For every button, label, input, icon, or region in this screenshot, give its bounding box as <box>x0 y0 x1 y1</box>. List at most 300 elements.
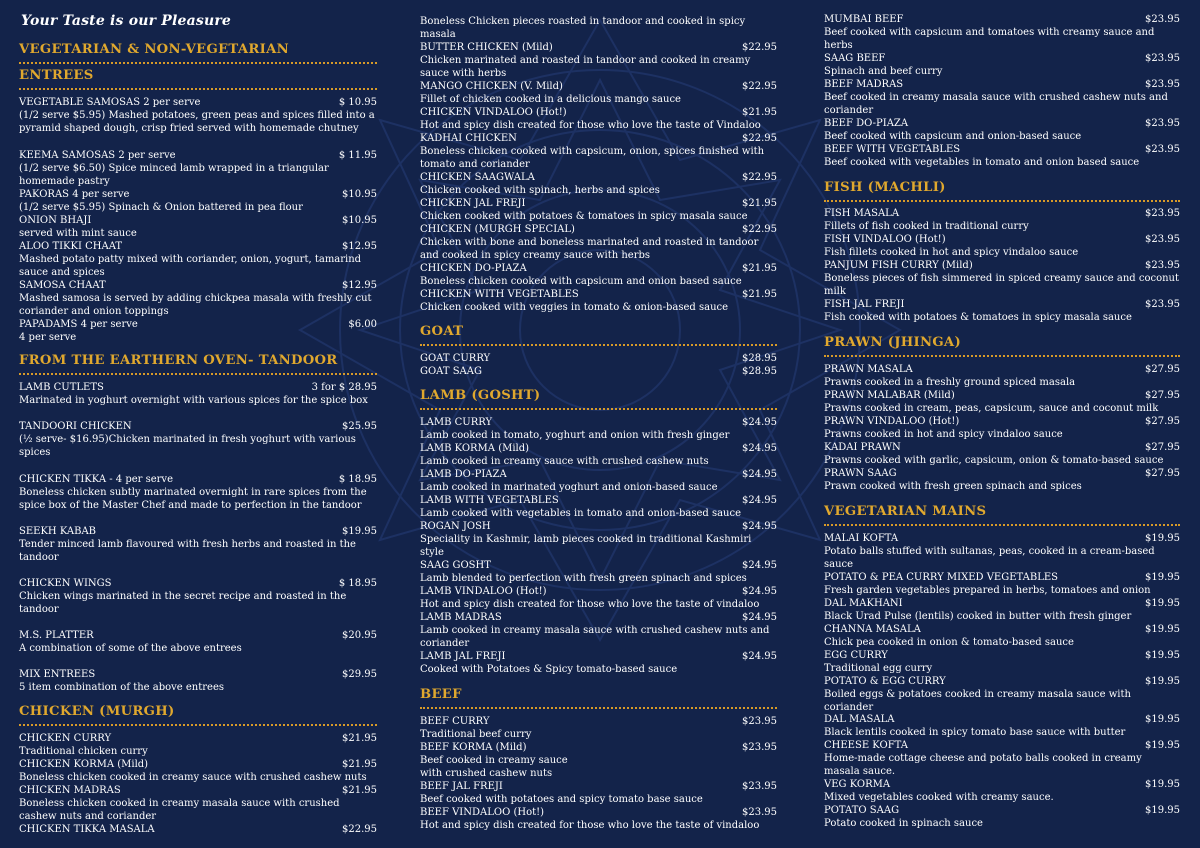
menu-item-description: Hot and spicy dish created for those who love the taste of vindaloo <box>420 820 760 831</box>
menu-item-row <box>824 713 1180 726</box>
menu-item-price: $6.00 <box>348 319 377 330</box>
menu-item <box>420 41 777 80</box>
section-divider <box>420 408 777 410</box>
menu-item <box>420 106 777 132</box>
menu-item-name: CHICKEN WITH VEGETABLES <box>420 289 579 300</box>
menu-item-price: $24.95 <box>742 586 777 597</box>
menu-item <box>420 15 777 41</box>
menu-item-name: DAL MASALA <box>824 714 895 725</box>
menu-item <box>19 420 377 459</box>
menu-item <box>19 279 377 318</box>
menu-item-row <box>420 197 777 210</box>
menu-item <box>824 713 1180 739</box>
menu-item-row <box>824 441 1180 454</box>
menu-item-name: CHICKEN TIKKA MASALA <box>19 824 155 835</box>
menu-item-row <box>824 532 1180 545</box>
menu-item-description: Tender minced lamb flavoured with fresh herbs and roasted in the tandoor <box>19 539 356 563</box>
menu-item-description: Hot and spicy dish created for those who love the taste of Vindaloo <box>420 120 761 131</box>
menu-item-row <box>420 132 777 145</box>
menu-item <box>19 188 377 214</box>
menu-item-row <box>824 675 1180 688</box>
menu-item-name: CHICKEN JAL FREJI <box>420 198 526 209</box>
menu-item-description: Speciality in Kashmir, lamb pieces cooked in traditional Kashmiri style <box>420 534 752 558</box>
menu-item-price: $ 18.95 <box>338 474 377 485</box>
menu-item <box>824 571 1180 597</box>
menu-item-name: PANJUM FISH CURRY (Mild) <box>824 260 973 271</box>
menu-item <box>824 467 1180 493</box>
menu-item-name: PAPADAMS 4 per serve <box>19 319 138 330</box>
menu-item-description: Prawns cooked with garlic, capsicum, onion & tomato-based sauce <box>824 455 1164 466</box>
section-heading: CHICKEN (MURGH) <box>19 704 175 719</box>
menu-item-name: LAMB DO-PIAZA <box>420 469 507 480</box>
menu-item <box>420 416 777 442</box>
menu-item-description: Mashed potato patty mixed with coriander, onion, yogurt, tamarind sauce and spices <box>19 254 362 278</box>
menu-item-description: Marinated in yoghurt overnight with various spices for the spice box <box>19 395 368 406</box>
menu-item <box>19 318 377 344</box>
menu-item-price: $27.95 <box>1145 468 1180 479</box>
menu-item <box>824 117 1180 143</box>
menu-item-price: $23.95 <box>1145 53 1180 64</box>
menu-item-price: $22.95 <box>742 42 777 53</box>
menu-item-description: Beef cooked with capsicum and tomatoes with creamy sauce and herbs <box>824 27 1155 51</box>
menu-item-description: Potato cooked in spinach sauce <box>824 818 983 829</box>
menu-item-name: LAMB KORMA (Mild) <box>420 443 530 454</box>
menu-item-name: ROGAN JOSH <box>420 521 491 532</box>
menu-item-name: M.S. PLATTER <box>19 630 94 641</box>
tagline: Your Taste is our Pleasure <box>21 13 232 29</box>
menu-item-name: FISH JAL FREJI <box>824 299 905 310</box>
menu-item <box>420 585 777 611</box>
menu-item <box>420 132 777 171</box>
menu-item-price: $12.95 <box>342 241 377 252</box>
menu-item-name: GOAT SAAG <box>420 366 482 377</box>
menu-item <box>19 629 377 655</box>
menu-item-row <box>19 577 377 590</box>
menu-item-row <box>824 13 1180 26</box>
menu-item-row <box>824 623 1180 636</box>
menu-item-row <box>824 804 1180 817</box>
menu-item <box>824 739 1180 778</box>
menu-item-description: Traditional chicken curry <box>19 746 148 757</box>
menu-item-name: SAAG BEEF <box>824 53 886 64</box>
section-divider <box>824 524 1180 526</box>
menu-item-row <box>420 442 777 455</box>
menu-item <box>19 214 377 240</box>
menu-item-row <box>420 262 777 275</box>
menu-item-description: Traditional beef curry <box>420 729 532 740</box>
menu-item <box>824 389 1180 415</box>
menu-item-row <box>420 494 777 507</box>
menu-item-description: Potato balls stuffed with sultanas, peas, cooked in a cream-based sauce <box>824 546 1155 570</box>
section-heading: PRAWN (JHINGA) <box>824 335 962 350</box>
menu-item <box>420 494 777 520</box>
menu-item-row <box>19 823 377 836</box>
section-heading: BEEF <box>420 687 462 702</box>
menu-item-price: $23.95 <box>1145 14 1180 25</box>
menu-item-name: CHICKEN MADRAS <box>19 785 121 796</box>
menu-item-row <box>824 389 1180 402</box>
menu-item-row <box>19 149 377 162</box>
menu-item <box>824 207 1180 233</box>
menu-item-description: Fresh garden vegetables prepared in herbs, tomatoes and onion <box>824 585 1151 596</box>
menu-item-description: served with mint sauce <box>19 228 137 239</box>
menu-item-price: $24.95 <box>742 417 777 428</box>
menu-item-name: LAMB JAL FREJI <box>420 651 506 662</box>
section-heading: LAMB (GOSHT) <box>420 388 541 403</box>
menu-item-price: $23.95 <box>742 716 777 727</box>
menu-item-description: Chicken wings marinated in the secret recipe and roasted in the tandoor <box>19 591 347 615</box>
menu-item-description: Boneless Chicken pieces roasted in tandoor and cooked in spicy masala <box>420 16 746 40</box>
menu-item-row <box>19 381 377 394</box>
menu-item-name: LAMB WITH VEGETABLES <box>420 495 559 506</box>
menu-item-row <box>19 758 377 771</box>
menu-item-row <box>824 597 1180 610</box>
menu-item-name: EGG CURRY <box>824 650 888 661</box>
menu-item <box>420 468 777 494</box>
menu-item-description: (1/2 serve $5.95) Mashed potatoes, green peas and spices filled into a pyramid shaped dough, crisp fried served with homemade chutney <box>19 110 375 134</box>
menu-item-row <box>420 715 777 728</box>
menu-item <box>420 80 777 106</box>
section-heading: FROM THE EARTHERN OVEN- TANDOOR <box>19 353 338 368</box>
menu-item-description: Boneless chicken subtly marinated overnight in rare spices from the spice box of the Master Chef and made to perfection in the tandoor <box>19 487 367 511</box>
menu-item-description: Hot and spicy dish created for those who love the taste of vindaloo <box>420 599 760 610</box>
menu-item <box>420 741 777 780</box>
menu-item <box>420 806 777 832</box>
menu-item-price: $23.95 <box>742 807 777 818</box>
menu-item-price: $23.95 <box>1145 144 1180 155</box>
menu-item-price: $27.95 <box>1145 364 1180 375</box>
menu-item <box>420 288 777 314</box>
menu-item-name: POTATO SAAG <box>824 805 900 816</box>
menu-item-name: SEEKH KABAB <box>19 526 97 537</box>
section-heading: FISH (MACHLI) <box>824 180 946 195</box>
menu-item-description: Lamb cooked in creamy masala sauce with crushed cashew nuts and coriander <box>420 625 770 649</box>
menu-item-description: Prawns cooked in cream, peas, capsicum, sauce and coconut milk <box>824 403 1159 414</box>
menu-item-row <box>824 78 1180 91</box>
main-title: VEGETARIAN & NON-VEGETARIAN <box>19 42 289 57</box>
menu-item-name: CHICKEN SAAGWALA <box>420 172 535 183</box>
menu-item-name: VEGETABLE SAMOSAS 2 per serve <box>19 97 201 108</box>
menu-item-description: Lamb cooked with vegetables in tomato and onion-based sauce <box>420 508 742 519</box>
menu-item <box>19 240 377 279</box>
menu-item <box>19 381 377 407</box>
menu-item-price: $19.95 <box>1145 572 1180 583</box>
menu-item-description: Beef cooked in creamy sauce with crushed cashew nuts <box>420 755 568 779</box>
menu-item <box>420 262 777 288</box>
menu-item-description: Beef cooked in creamy masala sauce with crushed cashew nuts and coriander <box>824 92 1168 116</box>
menu-item-name: CHICKEN KORMA (Mild) <box>19 759 149 770</box>
menu-item <box>420 559 777 585</box>
menu-item-price: $21.95 <box>342 733 377 744</box>
menu-item-description: Home-made cottage cheese and potato balls cooked in creamy masala sauce. <box>824 753 1142 777</box>
menu-item <box>824 649 1180 675</box>
menu-item-name: CHICKEN CURRY <box>19 733 112 744</box>
menu-item-row <box>420 106 777 119</box>
menu-item-description: Mashed samosa is served by adding chickpea masala with freshly cut coriander and onion toppings <box>19 293 372 317</box>
menu-item-price: $27.95 <box>1145 390 1180 401</box>
menu-item <box>19 668 377 694</box>
menu-item-price: $20.95 <box>342 630 377 641</box>
menu-item-row <box>420 741 777 754</box>
menu-item-row <box>824 363 1180 376</box>
menu-item-name: BEEF DO-PIAZA <box>824 118 909 129</box>
menu-item-name: BEEF JAL FREJI <box>420 781 503 792</box>
menu-item-name: GOAT CURRY <box>420 353 491 364</box>
menu-item-description: Beef cooked with capsicum and onion-based sauce <box>824 131 1082 142</box>
menu-item-name: LAMB CURRY <box>420 417 493 428</box>
menu-item <box>19 732 377 758</box>
menu-item-row <box>824 415 1180 428</box>
menu-item <box>824 623 1180 649</box>
menu-item-name: PRAWN VINDALOO (Hot!) <box>824 416 960 427</box>
menu-item-row <box>420 171 777 184</box>
menu-item-description: Fillet of chicken cooked in a delicious mango sauce <box>420 94 681 105</box>
menu-item-name: BEEF CURRY <box>420 716 490 727</box>
menu-item <box>824 532 1180 571</box>
menu-item <box>824 52 1180 78</box>
menu-item-price: $19.95 <box>342 526 377 537</box>
menu-item-description: Cooked with Potatoes & Spicy tomato-based sauce <box>420 664 678 675</box>
section-heading: GOAT <box>420 324 464 339</box>
menu-item-description: Chick pea cooked in onion & tomato-based sauce <box>824 637 1074 648</box>
menu-item <box>824 804 1180 830</box>
menu-item-name: PAKORAS 4 per serve <box>19 189 130 200</box>
menu-item-description: Traditional egg curry <box>824 663 933 674</box>
menu-item-price: $23.95 <box>742 742 777 753</box>
menu-item-description: Lamb blended to perfection with fresh green spinach and spices <box>420 573 747 584</box>
menu-item-name: BUTTER CHICKEN (Mild) <box>420 42 553 53</box>
section-divider <box>19 724 377 726</box>
menu-item-row <box>19 784 377 797</box>
menu-item-name: PRAWN SAAG <box>824 468 897 479</box>
menu-item-price: $21.95 <box>342 785 377 796</box>
menu-item-price: $25.95 <box>342 421 377 432</box>
menu-item-name: BEEF VINDALOO (Hot!) <box>420 807 545 818</box>
menu-item-description: (½ serve- $16.95)Chicken marinated in fresh yoghurt with various spices <box>19 434 356 458</box>
menu-item-description: Mixed vegetables cooked with creamy sauce. <box>824 792 1054 803</box>
menu-item-name: DAL MAKHANI <box>824 598 903 609</box>
menu-item <box>420 611 777 650</box>
menu-item-description: Prawns cooked in a freshly ground spiced masala <box>824 377 1076 388</box>
menu-item-row <box>824 52 1180 65</box>
menu-item-row <box>19 668 377 681</box>
menu-item-name: LAMB CUTLETS <box>19 382 104 393</box>
menu-item-row <box>420 352 777 365</box>
menu-item-name: KADHAI CHICKEN <box>420 133 517 144</box>
menu-item <box>420 650 777 676</box>
menu-item-description: Fish fillets cooked in hot and spicy vindaloo sauce <box>824 247 1079 258</box>
menu-item <box>824 78 1180 117</box>
menu-item-row <box>824 778 1180 791</box>
menu-item-price: $19.95 <box>1145 650 1180 661</box>
menu-item-row <box>420 365 777 378</box>
menu-item <box>824 675 1180 714</box>
menu-item-description: 5 item combination of the above entrees <box>19 682 225 693</box>
menu-item-price: $23.95 <box>1145 118 1180 129</box>
menu-item-price: $19.95 <box>1145 740 1180 751</box>
menu-item-price: $22.95 <box>742 224 777 235</box>
menu-item <box>420 223 777 262</box>
menu-item-row <box>824 739 1180 752</box>
menu-item-row <box>420 288 777 301</box>
menu-item-price: $29.95 <box>342 669 377 680</box>
menu-item-price: $28.95 <box>742 353 777 364</box>
menu-item-row <box>19 629 377 642</box>
menu-item-row <box>420 650 777 663</box>
menu-item-name: CHICKEN TIKKA - 4 per serve <box>19 474 174 485</box>
menu-item-name: CHICKEN (MURGH SPECIAL) <box>420 224 575 235</box>
menu-item <box>824 415 1180 441</box>
menu-item-description: Fish cooked with potatoes & tomatoes in spicy masala sauce <box>824 312 1132 323</box>
section-divider <box>824 355 1180 357</box>
menu-item-name: CHEESE KOFTA <box>824 740 908 751</box>
menu-item <box>420 442 777 468</box>
menu-item-name: ONION BHAJI <box>19 215 92 226</box>
menu-item <box>824 259 1180 298</box>
menu-item-price: $24.95 <box>742 521 777 532</box>
menu-item-row <box>19 525 377 538</box>
menu-item-price: $19.95 <box>1145 805 1180 816</box>
menu-item-row <box>19 214 377 227</box>
menu-item-name: CHANNA MASALA <box>824 624 921 635</box>
menu-item-description: Boiled eggs & potatoes cooked in creamy masala sauce with coriander <box>824 689 1131 713</box>
menu-item-name: CHICKEN DO-PIAZA <box>420 263 527 274</box>
menu-item-price: $24.95 <box>742 651 777 662</box>
menu-item-description: Lamb cooked in creamy sauce with crushed cashew nuts <box>420 456 709 467</box>
menu-item-price: $23.95 <box>742 781 777 792</box>
menu-item-price: 3 for $ 28.95 <box>311 382 377 393</box>
menu-item-description: Spinach and beef curry <box>824 66 943 77</box>
menu-item-name: BEEF KORMA (Mild) <box>420 742 527 753</box>
menu-item-price: $10.95 <box>342 189 377 200</box>
menu-item-description: Beef cooked with vegetables in tomato and onion based sauce <box>824 157 1140 168</box>
menu-item-description: Lamb cooked in tomato, yoghurt and onion with fresh ginger <box>420 430 730 441</box>
menu-item-name: MALAI KOFTA <box>824 533 899 544</box>
menu-item <box>420 780 777 806</box>
menu-item-description: Chicken cooked with spinach, herbs and spices <box>420 185 660 196</box>
menu-item-price: $28.95 <box>742 366 777 377</box>
menu-item <box>824 298 1180 324</box>
menu-item <box>420 715 777 741</box>
menu-item-description: Chicken marinated and roasted in tandoor and cooked in creamy sauce with herbs <box>420 55 751 79</box>
menu-item-name: CHICKEN WINGS <box>19 578 112 589</box>
menu-item-description: Boneless chicken cooked in creamy sauce with crushed cashew nuts <box>19 772 367 783</box>
section-divider <box>420 344 777 346</box>
menu-item-row <box>19 318 377 331</box>
menu-item-name: VEG KORMA <box>824 779 891 790</box>
menu-item-row <box>420 223 777 236</box>
menu-item-name: TANDOORI CHICKEN <box>19 421 132 432</box>
menu-item-name: BEEF WITH VEGETABLES <box>824 144 961 155</box>
menu-item-price: $23.95 <box>1145 234 1180 245</box>
menu-item-row <box>824 298 1180 311</box>
menu-item-price: $19.95 <box>1145 714 1180 725</box>
menu-item-row <box>824 233 1180 246</box>
menu-item <box>420 520 777 559</box>
menu-item-row <box>19 473 377 486</box>
menu-item-price: $19.95 <box>1145 779 1180 790</box>
menu-item-row <box>19 279 377 292</box>
menu-item-row <box>824 649 1180 662</box>
menu-item-name: LAMB VINDALOO (Hot!) <box>420 586 547 597</box>
menu-item-price: $27.95 <box>1145 416 1180 427</box>
menu-item-row <box>420 416 777 429</box>
menu-item-price: $27.95 <box>1145 442 1180 453</box>
menu-item-description: Chicken cooked with potatoes & tomatoes in spicy masala sauce <box>420 211 748 222</box>
menu-item-row <box>824 143 1180 156</box>
menu-item-description: Prawns cooked in hot and spicy vindaloo sauce <box>824 429 1063 440</box>
menu-item-row <box>420 468 777 481</box>
menu-item <box>420 352 777 365</box>
menu-item-row <box>824 259 1180 272</box>
menu-item-name: PRAWN MASALA <box>824 364 913 375</box>
menu-item-description: (1/2 serve $5.95) Spinach & Onion battered in pea flour <box>19 202 303 213</box>
menu-item <box>19 823 377 836</box>
menu-item-price: $12.95 <box>342 280 377 291</box>
section-heading: ENTREES <box>19 68 94 83</box>
menu-item <box>19 473 377 512</box>
menu-item-row <box>420 559 777 572</box>
section-divider <box>19 373 377 375</box>
menu-item-row <box>824 571 1180 584</box>
menu-item-price: $23.95 <box>1145 260 1180 271</box>
menu-item-description: Lamb cooked in marinated yoghurt and onion-based sauce <box>420 482 718 493</box>
menu-item <box>19 758 377 784</box>
menu-item-row <box>420 780 777 793</box>
menu-item-price: $21.95 <box>742 263 777 274</box>
menu-item <box>824 363 1180 389</box>
section-heading: VEGETARIAN MAINS <box>824 504 987 519</box>
menu-item-row <box>420 520 777 533</box>
menu-item-name: CHICKEN VINDALOO (Hot!) <box>420 107 567 118</box>
menu-item-price: $24.95 <box>742 469 777 480</box>
menu-item <box>824 778 1180 804</box>
menu-item-price: $ 11.95 <box>338 150 377 161</box>
section-divider <box>420 707 777 709</box>
menu-item-row <box>19 732 377 745</box>
menu-item-description: Chicken with bone and boneless marinated and roasted in tandoor and cooked in spicy creamy sauce with herbs <box>420 237 759 261</box>
menu-item-name: POTATO & EGG CURRY <box>824 676 946 687</box>
menu-item-price: $23.95 <box>1145 79 1180 90</box>
menu-item-price: $23.95 <box>1145 208 1180 219</box>
menu-item <box>420 197 777 223</box>
menu-item-price: $21.95 <box>742 107 777 118</box>
menu-item <box>19 149 377 188</box>
menu-item-price: $22.95 <box>742 133 777 144</box>
menu-item-name: FISH MASALA <box>824 208 900 219</box>
menu-item-price: $21.95 <box>742 198 777 209</box>
menu-item-name: KADAI PRAWN <box>824 442 901 453</box>
menu-item-price: $19.95 <box>1145 676 1180 687</box>
menu-item-description: Black lentils cooked in spicy tomato base sauce with butter <box>824 727 1126 738</box>
menu-item <box>824 233 1180 259</box>
menu-item-name: PRAWN MALABAR (Mild) <box>824 390 955 401</box>
menu-item-description: (1/2 serve $6.50) Spice minced lamb wrapped in a triangular homemade pastry <box>19 163 329 187</box>
section-divider <box>824 200 1180 202</box>
menu-item-price: $19.95 <box>1145 624 1180 635</box>
menu-item-description: A combination of some of the above entrees <box>19 643 242 654</box>
menu-item-price: $22.95 <box>742 81 777 92</box>
menu-item-price: $24.95 <box>742 495 777 506</box>
menu-item-name: LAMB MADRAS <box>420 612 502 623</box>
menu-item <box>824 143 1180 169</box>
menu-item-description: Boneless chicken cooked in creamy masala sauce with crushed cashew nuts and coriander <box>19 798 340 822</box>
menu-item-row <box>420 80 777 93</box>
menu-item-name: MANGO CHICKEN (V. Mild) <box>420 81 563 92</box>
menu-item-name: MUMBAI BEEF <box>824 14 904 25</box>
menu-item <box>824 13 1180 52</box>
menu-item-description: Chicken cooked with veggies in tomato & onion-based sauce <box>420 302 729 313</box>
